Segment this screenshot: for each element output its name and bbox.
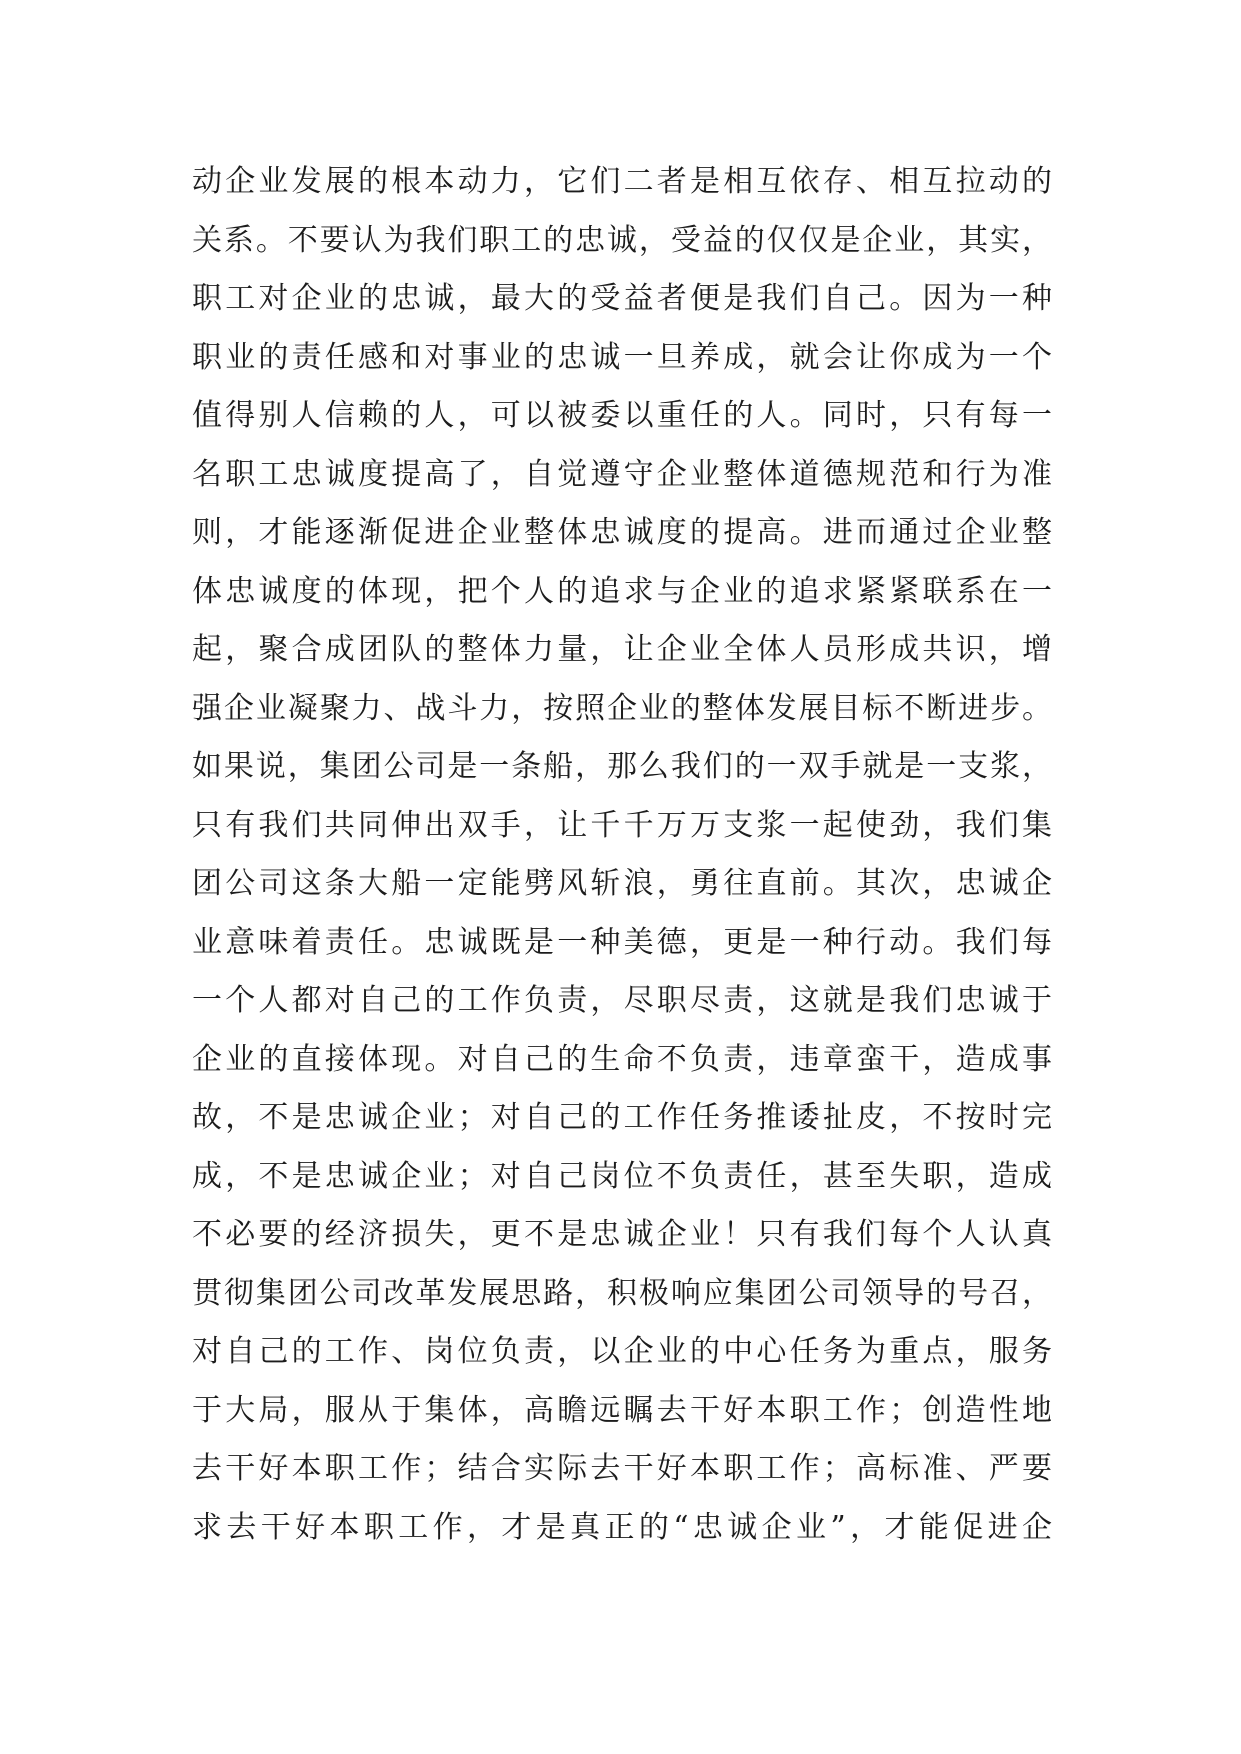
body-text bbox=[192, 153, 1052, 1557]
text-line: 不必要的经济损失，更不是忠诚企业！只有我们每个人认真 bbox=[192, 1217, 1052, 1252]
text-line: 值得别人信赖的人，可以被委以重任的人。同时，只有每一 bbox=[192, 398, 1052, 433]
text-line: 故，不是忠诚企业；对自己的工作任务推诿扯皮，不按时完 bbox=[192, 1100, 1052, 1135]
text-line: 团公司这条大船一定能劈风斩浪，勇往直前。其次，忠诚企 bbox=[192, 866, 1052, 901]
text-line: 贯彻集团公司改革发展思路，积极响应集团公司领导的号召， bbox=[192, 1275, 1052, 1311]
text-line: 则，才能逐渐促进企业整体忠诚度的提高。进而通过企业整 bbox=[192, 515, 1052, 550]
text-line: 于大局，服从于集体，高瞻远瞩去干好本职工作；创造性地 bbox=[192, 1392, 1052, 1428]
text-line: 动企业发展的根本动力，它们二者是相互依存、相互拉动的 bbox=[192, 164, 1052, 199]
text-line: 强企业凝聚力、战斗力，按照企业的整体发展目标不断进步。 bbox=[192, 690, 1052, 726]
text-line: 名职工忠诚度提高了，自觉遵守企业整体道德规范和行为准 bbox=[192, 456, 1052, 492]
text-line: 起，聚合成团队的整体力量，让企业全体人员形成共识，增 bbox=[192, 632, 1052, 667]
text-line: 企业的直接体现。对自己的生命不负责，违章蛮干，造成事 bbox=[192, 1041, 1052, 1077]
text-line: 业意味着责任。忠诚既是一种美德，更是一种行动。我们每 bbox=[192, 924, 1052, 960]
text-line: 成，不是忠诚企业；对自己岗位不负责任，甚至失职，造成 bbox=[192, 1158, 1052, 1194]
text-line: 对自己的工作、岗位负责，以企业的中心任务为重点，服务 bbox=[192, 1334, 1052, 1369]
text-line: 体忠诚度的体现，把个人的追求与企业的追求紧紧联系在一 bbox=[192, 573, 1052, 609]
text-line: 职工对企业的忠诚，最大的受益者便是我们自己。因为一种 bbox=[192, 281, 1052, 316]
text-line: 职业的责任感和对事业的忠诚一旦养成，就会让你成为一个 bbox=[192, 339, 1052, 375]
text-line: 求去干好本职工作，才是真正的“忠诚企业”，才能促进企 bbox=[192, 1509, 1052, 1545]
text-line: 只有我们共同伸出双手，让千千万万支浆一起使劲，我们集 bbox=[192, 807, 1052, 843]
text-line: 关系。不要认为我们职工的忠诚，受益的仅仅是企业，其实， bbox=[192, 222, 1052, 258]
text-line: 如果说，集团公司是一条船，那么我们的一双手就是一支浆， bbox=[192, 749, 1052, 784]
text-line: 去干好本职工作；结合实际去干好本职工作；高标准、严要 bbox=[192, 1451, 1052, 1486]
text-line: 一个人都对自己的工作负责，尽职尽责，这就是我们忠诚于 bbox=[192, 983, 1052, 1018]
